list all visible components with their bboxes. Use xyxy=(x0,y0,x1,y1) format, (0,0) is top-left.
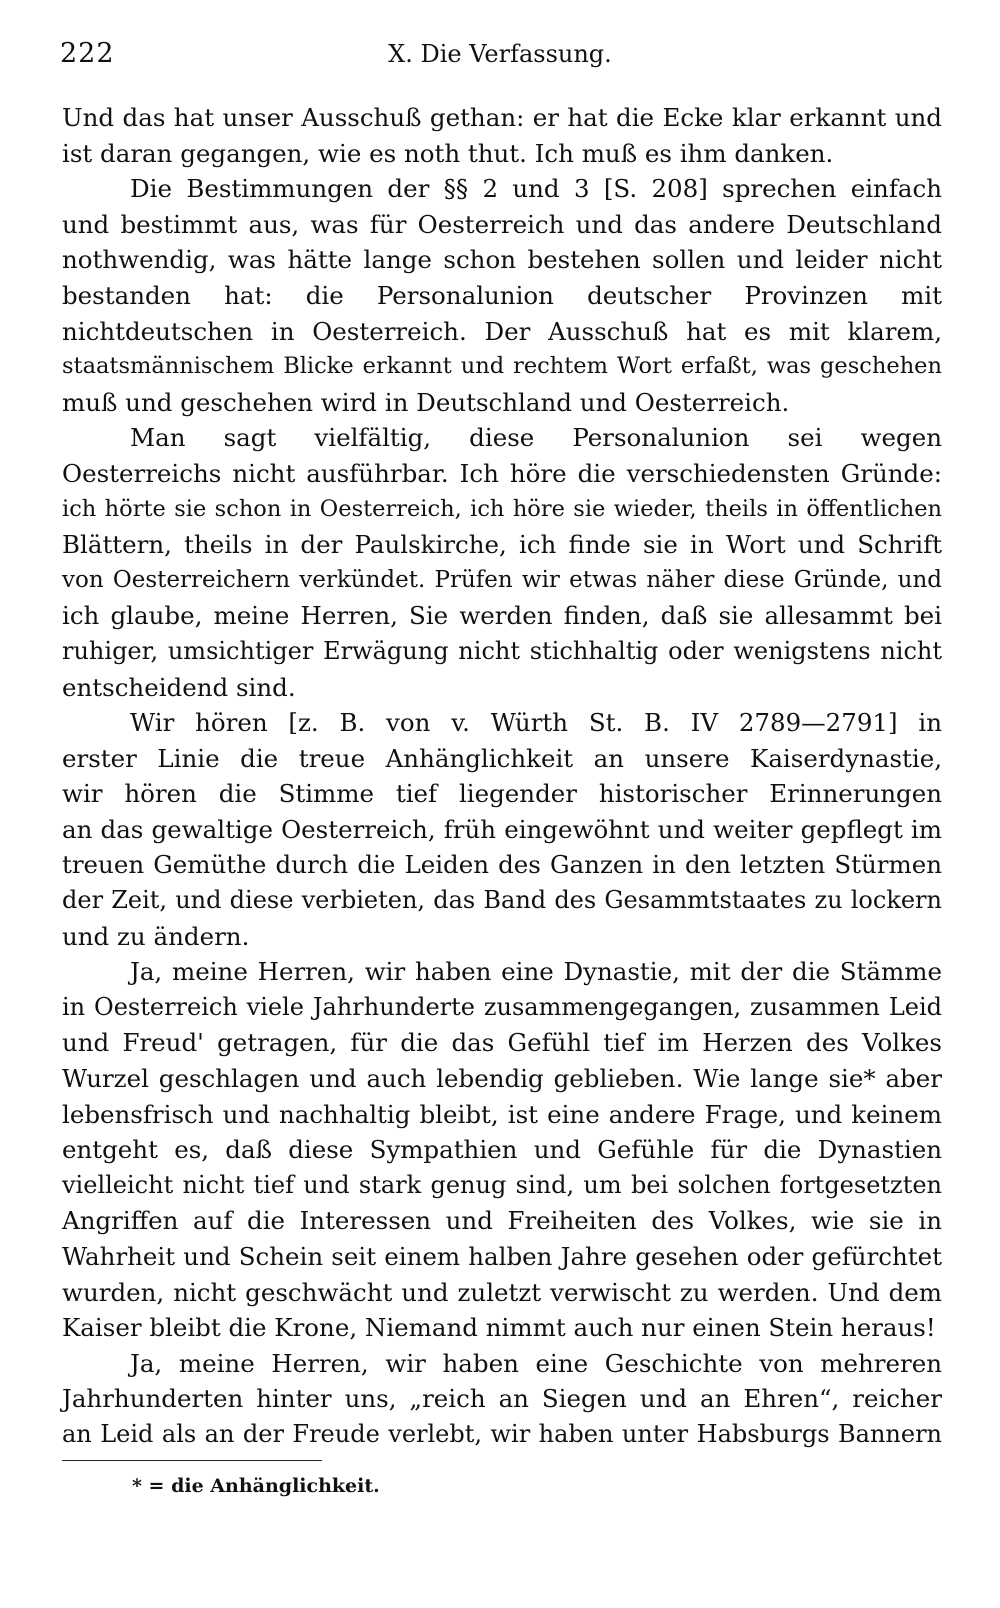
body-text xyxy=(62,100,942,1453)
text-line: Ja, meine Herren, wir haben eine Dynastie, mit der die Stämme xyxy=(130,957,942,987)
text-line: entgeht es, daß diese Sympathien und Gefühle für die Dynastien xyxy=(62,1135,942,1165)
text-line: lebensfrisch und nachhaltig bleibt, ist eine andere Frage, und keinem xyxy=(62,1099,942,1129)
text-line: Wahrheit und Schein seit einem halben Jahre gesehen oder gefürchtet xyxy=(62,1242,942,1271)
text-line: an das gewaltige Oesterreich, früh eingewöhnt und weiter gepflegt im xyxy=(62,814,942,844)
text-line: Die Bestimmungen der §§ 2 und 3 [S. 208] sprechen einfach xyxy=(130,174,942,204)
text-line: und zu ändern. xyxy=(62,921,250,951)
text-line: Blättern, theils in der Paulskirche, ich finde sie in Wort und Schrift xyxy=(62,530,942,560)
text-line: und Freud' getragen, für die das Gefühl tief im Herzen des Volkes xyxy=(62,1028,942,1058)
text-line: entscheidend sind. xyxy=(62,672,296,702)
text-line: wurden, nicht geschwächt und zuletzt verwischt zu werden. Und dem xyxy=(62,1277,942,1307)
page-header xyxy=(60,38,940,78)
footnote-divider xyxy=(62,1460,322,1461)
text-line: der Zeit, und diese verbieten, das Band des Gesammtstaates zu lockern xyxy=(62,886,942,915)
text-line: nichtdeutschen in Oesterreich. Der Ausschuß hat es mit klarem, xyxy=(62,316,942,346)
footnote: * = die Anhänglichkeit. xyxy=(132,1475,380,1497)
text-line: Kaiser bleibt die Krone, Niemand nimmt auch nur einen Stein heraus! xyxy=(62,1313,936,1343)
text-line: an Leid als an der Freude verlebt, wir haben unter Habsburgs Bannern xyxy=(62,1419,942,1448)
text-line: muß und geschehen wird in Deutschland und Oesterreich. xyxy=(62,387,790,417)
text-line: Wir hören [z. B. von v. Würth St. B. IV 2789—2791] in xyxy=(130,708,942,738)
text-line: staatsmännischem Blicke erkannt und rechtem Wort erfaßt, was geschehen xyxy=(62,353,942,380)
text-line: erster Linie die treue Anhänglichkeit an unsere Kaiserdynastie, xyxy=(62,743,942,773)
text-line: nothwendig, was hätte lange schon bestehen sollen und leider nicht xyxy=(62,245,942,275)
running-title: X. Die Verfassung. xyxy=(388,40,612,68)
text-line: Und das hat unser Ausschuß gethan: er hat die Ecke klar erkannt und xyxy=(62,103,942,132)
text-line: wir hören die Stimme tief liegender historischer Erinnerungen xyxy=(62,779,942,809)
text-line: bestanden hat: die Personalunion deutscher Provinzen mit xyxy=(62,280,942,310)
text-line: treuen Gemüthe durch die Leiden des Ganzen in den letzten Stürmen xyxy=(62,850,942,880)
text-line: Ja, meine Herren, wir haben eine Geschichte von mehreren xyxy=(130,1348,942,1378)
text-line: Man sagt vielfältig, diese Personalunion sei wegen xyxy=(130,423,942,453)
text-line: von Oesterreichern verkündet. Prüfen wir etwas näher diese Gründe, und xyxy=(62,566,942,593)
text-line: vielleicht nicht tief und stark genug sind, um bei solchen fortgesetzten xyxy=(62,1170,942,1199)
page-number: 222 xyxy=(60,38,115,69)
text-line: Oesterreichs nicht ausführbar. Ich höre die verschiedensten Gründe: xyxy=(62,458,942,488)
text-line: ich hörte sie schon in Oesterreich, ich höre sie wieder, theils in öffentlichen xyxy=(62,495,942,522)
text-line: Angriffen auf die Interessen und Freiheiten des Volkes, wie sie in xyxy=(62,1206,942,1236)
text-line: ruhiger, umsichtiger Erwägung nicht stichhaltig oder wenigstens nicht xyxy=(62,636,942,665)
text-line: ist daran gegangen, wie es noth thut. Ich muß es ihm danken. xyxy=(62,138,834,168)
text-line: und bestimmt aus, was für Oesterreich und das andere Deutschland xyxy=(62,209,942,239)
text-line: Jahrhunderten hinter uns, „reich an Siegen und an Ehren“, reicher xyxy=(62,1384,942,1414)
text-line: ich glaube, meine Herren, Sie werden finden, daß sie allesammt bei xyxy=(62,601,942,631)
text-line: in Oesterreich viele Jahrhunderte zusammengegangen, zusammen Leid xyxy=(62,992,942,1021)
text-line: Wurzel geschlagen und auch lebendig geblieben. Wie lange sie* aber xyxy=(62,1064,942,1094)
